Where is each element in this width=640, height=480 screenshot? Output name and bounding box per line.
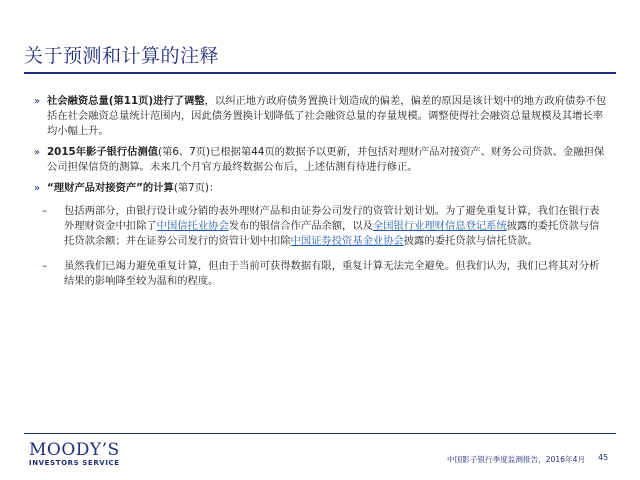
logo-wordmark: MOODY’S <box>29 440 120 460</box>
report-name: 中国影子银行季度监测报告，2016年4月 <box>447 455 586 464</box>
bullet-heading: 社会融资总量(第11页)进行了调整 <box>47 95 205 107</box>
bullet-text: ，以纠正地方政府债务置换计划造成的偏差，偏差的原因是该计划中的地方政府债券不包括在社会融资总量统计范围内，因此债务置换计划降低了社会融资总量的存量规模。调整使得社会融资总量规模及其增长率均小幅上升。 <box>47 95 607 137</box>
subbullet-text: 发布的银信合作产品余额，以及 <box>228 220 373 232</box>
page-number: 45 <box>598 453 609 462</box>
subbullet-text: 包括两部分，由银行设计或分销的表外理财产品和由证券公司发行的资管计划计划。为了避免重复计算，我们在银行表外理财资金中扣除了 <box>64 205 600 232</box>
logo-tagline: INVESTORS SERVICE <box>29 459 120 467</box>
slide-content <box>34 94 608 289</box>
dash-marker: – <box>42 260 48 272</box>
subbullet-double-counting <box>34 259 608 289</box>
bullet-marker: » <box>34 96 41 107</box>
slide-title: 关于预测和计算的注释 <box>24 45 220 67</box>
bullet-text: (第7页)： <box>173 182 220 194</box>
dash-marker: – <box>42 205 48 217</box>
bullet-wmp-calculation <box>34 181 608 196</box>
title-divider <box>24 72 616 74</box>
fund-association-link[interactable]: 中国证券投资基金业协会 <box>290 235 404 247</box>
footer-divider <box>24 433 616 434</box>
moodys-logo <box>29 441 120 467</box>
trust-association-link[interactable]: 中国信托业协会 <box>156 220 229 232</box>
subbullet-text: 披露的委托贷款与信托贷款。 <box>403 235 538 247</box>
bullet-social-financing <box>34 94 608 139</box>
bullet-heading: “理财产品对接资产”的计算 <box>47 182 174 194</box>
bullet-marker: » <box>34 183 41 194</box>
bullet-text: (第6、7页)已根据第44页的数据予以更新，并包括对理财产品对接资产、财务公司贷款、金融担保公司担保信贷的测算。未来几个月官方最终数据公布后，上述估测有待进行修正。 <box>47 146 605 173</box>
bullet-shadow-banking-estimate <box>34 145 608 175</box>
subbullet-text: 虽然我们已竭力避免重复计算，但由于当前可获得数据有限，重复计算无法完全避免。但我们认为，我们已将其对分析结果的影响降至较为温和的程度。 <box>64 260 600 287</box>
subbullet-text: 披露的委托贷款与信托贷款余额；并在证券公司发行的资管计划中扣除 <box>64 220 600 247</box>
bullet-heading: 2015年影子银行估测值 <box>47 146 159 158</box>
wmp-registry-link[interactable]: 全国银行业理财信息登记系统 <box>372 220 507 232</box>
subbullet-two-parts <box>34 204 608 249</box>
bullet-marker: » <box>34 147 41 158</box>
